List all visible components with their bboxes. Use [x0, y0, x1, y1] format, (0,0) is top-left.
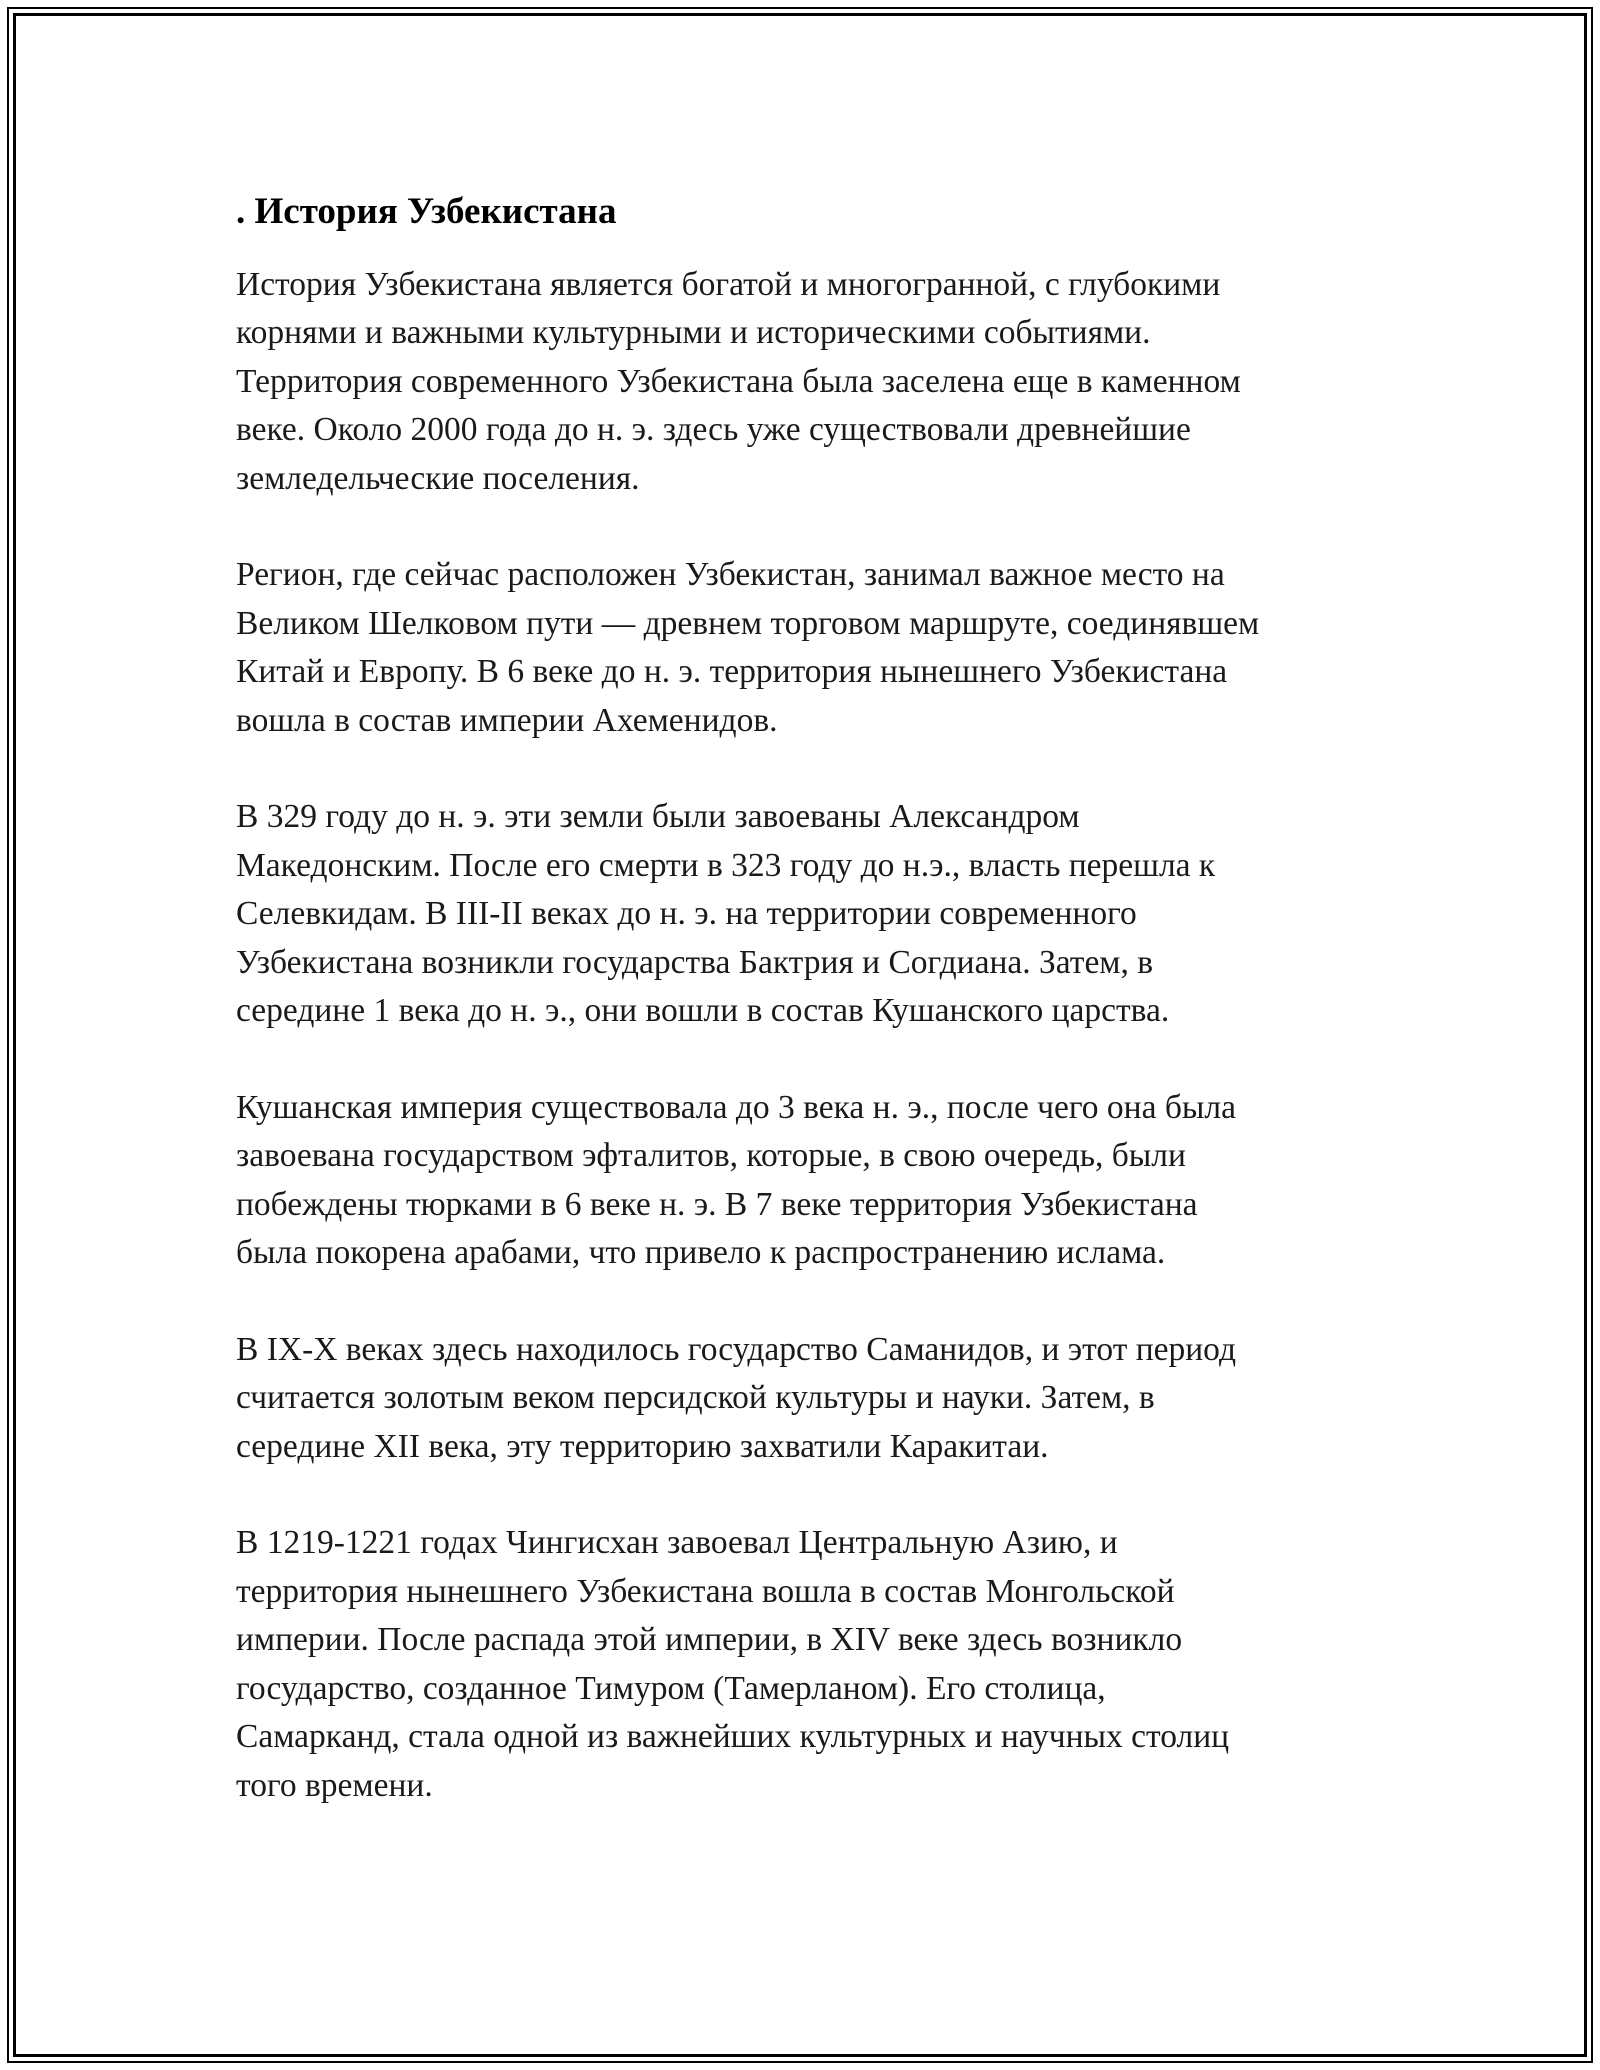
text-line: История Узбекистана является богатой и многогранной, с глубокими	[236, 266, 1221, 303]
document-body	[236, 188, 1416, 1858]
text-line: земледельческие поселения.	[236, 459, 640, 497]
text-line: Македонским. После его смерти в 323 году до н.э., власть перешла к	[236, 846, 1216, 884]
text-line: побеждены тюрками в 6 веке н. э. В 7 веке территория Узбекистана	[236, 1185, 1198, 1223]
paragraph	[236, 1519, 1416, 1809]
paragraph	[236, 551, 1416, 745]
text-line: Узбекистана возникли государства Бактрия и Согдиана. Затем, в	[236, 943, 1154, 981]
text-line: считается золотым веком персидской культуры и науки. Затем, в	[236, 1379, 1155, 1417]
paragraph	[236, 793, 1416, 1035]
text-line: середине 1 века до н. э., они вошли в состав Кушанского царства.	[236, 992, 1170, 1030]
text-line: Селевкидам. В III-II веках до н. э. на территории современного	[236, 895, 1137, 933]
text-line: В 329 году до н. э. эти земли были завоеваны Александром	[236, 798, 1080, 836]
text-line: того времени.	[236, 1766, 433, 1804]
text-line: территория нынешнего Узбекистана вошла в состав Монгольской	[236, 1572, 1175, 1610]
text-line: Территория современного Узбекистана была заселена еще в каменном	[236, 362, 1241, 400]
text-line: середине XII века, эту территорию захватили Каракитаи.	[236, 1427, 1049, 1465]
text-line: В 1219-1221 годах Чингисхан завоевал Центральную Азию, и	[236, 1524, 1118, 1562]
text-line: государство, созданное Тимуром (Тамерланом). Его столица,	[236, 1669, 1106, 1707]
text-line: корнями и важными культурными и историческими событиями.	[236, 314, 1151, 352]
text-line: была покорена арабами, что привело к распространению ислама.	[236, 1234, 1166, 1272]
text-line: Самарканд, стала одной из важнейших культурных и научных столиц	[236, 1718, 1230, 1756]
text-line: Кушанская империя существовала до 3 века н. э., после чего она была	[236, 1088, 1236, 1126]
paragraph	[236, 1084, 1416, 1278]
document-title: . История Узбекистана	[236, 191, 617, 232]
paragraph	[236, 261, 1416, 503]
paragraph-list	[236, 261, 1416, 1810]
text-line: Великом Шелковом пути — древнем торговом маршруте, соединявшем	[236, 604, 1260, 642]
text-line: Китай и Европу. В 6 веке до н. э. территория нынешнего Узбекистана	[236, 653, 1228, 691]
text-line: завоевана государством эфталитов, которые, в свою очередь, были	[236, 1137, 1186, 1175]
text-line: вошла в состав империи Ахеменидов.	[236, 701, 778, 739]
text-line: В IX-X веках здесь находилось государство Саманидов, и этот период	[236, 1330, 1237, 1368]
text-line: империи. После распада этой империи, в XIV веке здесь возникло	[236, 1621, 1183, 1659]
text-line: Регион, где сейчас расположен Узбекистан, занимал важное место на	[236, 556, 1225, 594]
text-line: веке. Около 2000 года до н. э. здесь уже существовали древнейшие	[236, 411, 1191, 449]
paragraph	[236, 1326, 1416, 1471]
